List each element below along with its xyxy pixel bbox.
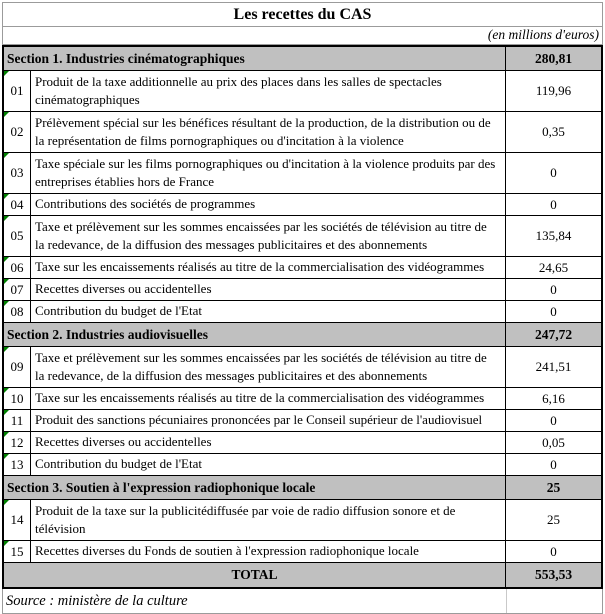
- section-1-row: [4, 47, 601, 71]
- row-number-cell: [4, 388, 31, 409]
- source-row: [2, 589, 603, 614]
- row-number: 10: [10, 390, 24, 406]
- cell-flag-icon: [4, 112, 9, 117]
- cell-flag-icon: [4, 153, 9, 158]
- table-row-09: [4, 347, 601, 388]
- table-row-03: [4, 153, 601, 194]
- row-label: Taxe spéciale sur les films pornographiques ou d'incitation à la violence produits par des entreprises établies hors de France: [35, 155, 496, 189]
- row-number-cell: [4, 301, 31, 322]
- row-label: Taxe sur les encaissements réalisés au titre de la commercialisation des vidéogrammes: [35, 390, 485, 406]
- row-number-cell: [4, 153, 31, 193]
- row-number-cell: [4, 410, 31, 431]
- row-number-cell: [4, 454, 31, 475]
- section-label: Section 1. Industries cinématographiques: [7, 50, 245, 66]
- source-empty-cell: [506, 589, 602, 613]
- row-number: 07: [10, 281, 24, 297]
- row-number: 04: [10, 196, 24, 212]
- cell-flag-icon: [4, 432, 9, 437]
- table-row-15: [4, 541, 601, 563]
- row-number: 11: [10, 412, 24, 428]
- row-number-cell: [4, 71, 31, 111]
- cell-flag-icon: [4, 388, 9, 393]
- cell-flag-icon: [4, 216, 9, 221]
- row-label: Recettes diverses ou accidentelles: [35, 281, 212, 297]
- row-label: Produit de la taxe additionnelle au prix des places dans les salles de spectacles cinématographiques: [35, 73, 442, 107]
- row-value: 6,16: [505, 388, 601, 409]
- row-label: Contributions des sociétés de programmes: [35, 196, 256, 212]
- cell-flag-icon: [4, 347, 9, 352]
- cell-flag-icon: [4, 410, 9, 415]
- row-label: Produit de la taxe sur la publicitédiffusée par voie de radio diffusion sonore et de télévision: [35, 502, 456, 536]
- row-number-cell: [4, 194, 31, 215]
- row-value: 24,65: [505, 257, 601, 278]
- row-number: 15: [10, 543, 24, 559]
- table-row-07: [4, 279, 601, 301]
- row-number: 03: [10, 165, 24, 180]
- cell-flag-icon: [4, 71, 9, 76]
- row-number: 12: [10, 434, 24, 450]
- cell-flag-icon: [4, 454, 9, 459]
- row-value: 0: [505, 410, 601, 431]
- section-label: Section 2. Industries audiovisuelles: [7, 326, 209, 342]
- row-label: Prélèvement spécial sur les bénéfices résultant de la production, de la distribution ou de la représentation de films pornographiques ou d'incitation à la violence: [35, 114, 491, 148]
- table-row-11: [4, 410, 601, 432]
- table-row-06: [4, 257, 601, 279]
- row-value: 119,96: [505, 71, 601, 111]
- table-row-02: [4, 112, 601, 153]
- page-title: Les recettes du CAS: [3, 3, 602, 27]
- row-value: 0,05: [505, 432, 601, 453]
- row-number: 14: [10, 512, 24, 527]
- cell-flag-icon: [4, 279, 9, 284]
- table-row-13: [4, 454, 601, 476]
- row-label: Taxe et prélèvement sur les sommes encaissées par les sociétés de télévision au titre de la redevance, de la diffusion des messages publicitaires et des abonnements: [35, 349, 487, 383]
- row-value: 0: [505, 153, 601, 193]
- table-row-08: [4, 301, 601, 323]
- table-row-12: [4, 432, 601, 454]
- row-number-cell: [4, 279, 31, 300]
- table-row-14: [4, 500, 601, 541]
- cell-flag-icon: [4, 257, 9, 262]
- row-label: Contribution du budget de l'Etat: [35, 456, 202, 472]
- title-block: [2, 2, 603, 45]
- row-value: 0: [505, 194, 601, 215]
- total-row: [4, 563, 601, 587]
- row-value: 0: [505, 454, 601, 475]
- row-label: Recettes diverses du Fonds de soutien à l'expression radiophonique locale: [35, 543, 419, 559]
- revenues-table: [2, 45, 603, 589]
- row-number-cell: [4, 500, 31, 540]
- cell-flag-icon: [4, 194, 9, 199]
- section-label: Section 3. Soutien à l'expression radiophonique locale: [7, 479, 316, 495]
- row-number: 01: [10, 83, 24, 98]
- row-number-cell: [4, 216, 31, 256]
- section-3-row: [4, 476, 601, 500]
- row-value: 0: [505, 279, 601, 300]
- row-value: 0: [505, 301, 601, 322]
- row-value: 0: [505, 541, 601, 562]
- row-number: 02: [10, 124, 24, 139]
- row-label: Taxe sur les encaissements réalisés au titre de la commercialisation des vidéogrammes: [35, 259, 485, 275]
- cell-flag-icon: [4, 301, 9, 306]
- row-number: 06: [10, 259, 24, 275]
- total-label: TOTAL: [231, 567, 278, 582]
- row-number: 05: [10, 228, 24, 243]
- row-label: Taxe et prélèvement sur les sommes encaissées par les sociétés de télévision au titre de la redevance, de la diffusion des messages publicitaires et des abonnements: [35, 218, 487, 252]
- row-number-cell: [4, 432, 31, 453]
- row-value: 135,84: [505, 216, 601, 256]
- row-value: 0,35: [505, 112, 601, 152]
- row-number-cell: [4, 541, 31, 562]
- row-label: Contribution du budget de l'Etat: [35, 303, 202, 319]
- source-note: Source : ministère de la culture: [6, 592, 188, 609]
- section-value: 25: [505, 476, 601, 499]
- cell-flag-icon: [4, 500, 9, 505]
- row-number-cell: [4, 347, 31, 387]
- row-number: 08: [10, 303, 24, 319]
- row-label: Recettes diverses ou accidentelles: [35, 434, 212, 450]
- total-value: 553,53: [505, 563, 601, 587]
- row-number: 13: [10, 456, 24, 472]
- table-row-04: [4, 194, 601, 216]
- row-label: Produit des sanctions pécuniaires prononcées par le Conseil supérieur de l'audiovisuel: [35, 412, 483, 428]
- units-note: (en millions d'euros): [487, 27, 599, 42]
- table-row-01: [4, 71, 601, 112]
- cell-flag-icon: [4, 541, 9, 546]
- table-row-05: [4, 216, 601, 257]
- section-value: 280,81: [505, 47, 601, 70]
- table-row-10: [4, 388, 601, 410]
- row-value: 241,51: [505, 347, 601, 387]
- row-number: 09: [10, 359, 24, 374]
- section-value: 247,72: [505, 323, 601, 346]
- row-number-cell: [4, 112, 31, 152]
- row-number-cell: [4, 257, 31, 278]
- row-value: 25: [505, 500, 601, 540]
- section-2-row: [4, 323, 601, 347]
